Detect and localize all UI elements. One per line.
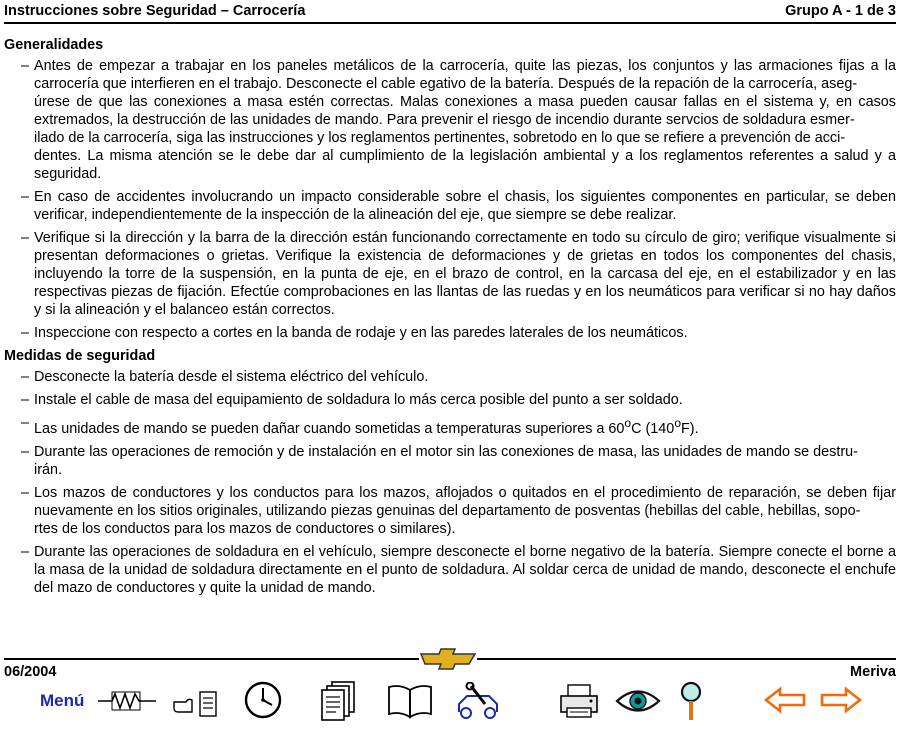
- temperature-text-start: Las unidades de mando se pueden dañar cuando sometidas a temperaturas superiores a 60: [34, 420, 625, 437]
- eye-icon[interactable]: [614, 684, 662, 726]
- menu-button[interactable]: Menú: [40, 691, 85, 710]
- pointing-hand-icon[interactable]: [172, 688, 218, 730]
- degree-sup-2: o: [674, 416, 681, 430]
- list-item: – Verifique si la dirección y la barra de la dirección están funcionando correctamente en todo su círculo de giro; verifique visualmente si presentan deformaciones o grietas. Verifique la existencia de deformaciones y de grietas en todos los componentes del chasis, incluyendo la torre de la suspensión, en la punta de eje, en el brazo de control, en la carcasa del eje, en el estabilizador y en las respectivas piezas de fijación. Efectúe comprobaciones en las llantas de las ruedas y en los neumáticos para verificar si no hay daños y si la alineación y el balanceo están correctos.: [4, 229, 896, 319]
- list-item: – Durante las operaciones de soldadura en el vehículo, siempre desconecte el borne negativo de la batería. Siempre conecte el borne a la masa de la unidad de soldadura directamente en el punto de soldadura. Al soldar cerca de unidad de mando, desconecte el enchufe del mazo de conductores y quite la unidad de mando.: [4, 543, 896, 597]
- list-item: – Antes de empezar a trabajar en los paneles metálicos de la carrocería, quite las piezas, los conjuntos y las armaciones fijas a la carrocería que interfieren en el trabajo. Desconecte el cable egativo de la batería. Después de la repación de la carrocería, aseg- úrese de que las conexiones a masa estén correctas. Malas conexiones a masa pueden causar fallas en el sistema y, en casos extremados, la destrucción de las unidades de mando. Para prevenir el riesgo de incendio durante servcios de soldadura esmer- ilado de la carrocería, siga las instrucciones y los reglamentos pertinentes, sobretodo en lo que se refiere a prevención de acci- dentes. La misma atención se le debe dar al cumplimiento de la legislación ambiental y a los reglamentos referentes a salud y a seguridad.: [4, 57, 896, 183]
- footer-date: 06/2004: [4, 664, 57, 680]
- section-title-generalidades: Generalidades: [4, 37, 104, 53]
- document-body: [4, 36, 896, 602]
- footer-model: Meriva: [850, 664, 896, 680]
- medidas-list: [4, 368, 896, 597]
- section-title-medidas: Medidas de seguridad: [4, 348, 156, 364]
- resistor-icon[interactable]: [96, 686, 158, 728]
- list-item: – Inspeccione con respecto a cortes en la banda de rodaje y en las paredes laterales de los neumáticos.: [4, 324, 896, 342]
- list-item-temperature: [4, 414, 896, 438]
- temperature-text-end: F).: [681, 420, 699, 437]
- temperature-text-mid: C (140: [631, 420, 675, 437]
- list-item: – Instale el cable de masa del equipamiento de soldadura lo más cerca posible del punto a ser soldado.: [4, 391, 896, 409]
- degree-sup-1: o: [624, 416, 632, 430]
- magnifier-icon[interactable]: [676, 680, 706, 722]
- list-item: – En caso de accidentes involucrando un impacto considerable sobre el chasis, los siguientes componentes en particular, se deben verificar, independientemente de la inspección de la alineación del eje, que siempre se debe realizar.: [4, 188, 896, 224]
- list-item: – Durante las operaciones de remoción y de instalación en el motor sin las conexiones de masa, las unidades de mando se destru- irán.: [4, 443, 896, 479]
- arrow-right-icon[interactable]: [820, 686, 862, 728]
- printer-icon[interactable]: [558, 682, 600, 724]
- list-item: – Desconecte la batería desde el sistema eléctrico del vehículo.: [4, 368, 896, 386]
- book-icon[interactable]: [386, 682, 434, 724]
- list-item: – Los mazos de conductores y los conductos para los mazos, aflojados o quitados en el procedimiento de reparación, se deben fijar nuevamente en los sitios originales, utilizando piezas genuinas del departamento de posventas (hebillas del cable, hebillas, sopo- rtes de los conductos para los mazos de conductores o similares).: [4, 484, 896, 538]
- car-wrench-icon[interactable]: [451, 682, 505, 724]
- arrow-left-icon[interactable]: [764, 686, 806, 728]
- generalidades-list: [4, 57, 896, 342]
- group-page-indicator: Grupo A - 1 de 3: [785, 3, 896, 19]
- page-header: [4, 0, 896, 24]
- documents-icon[interactable]: [320, 680, 356, 722]
- page-title: Instrucciones sobre Seguridad – Carrocería: [4, 3, 306, 19]
- navigation-bar: [0, 680, 900, 725]
- clock-icon[interactable]: [243, 680, 283, 722]
